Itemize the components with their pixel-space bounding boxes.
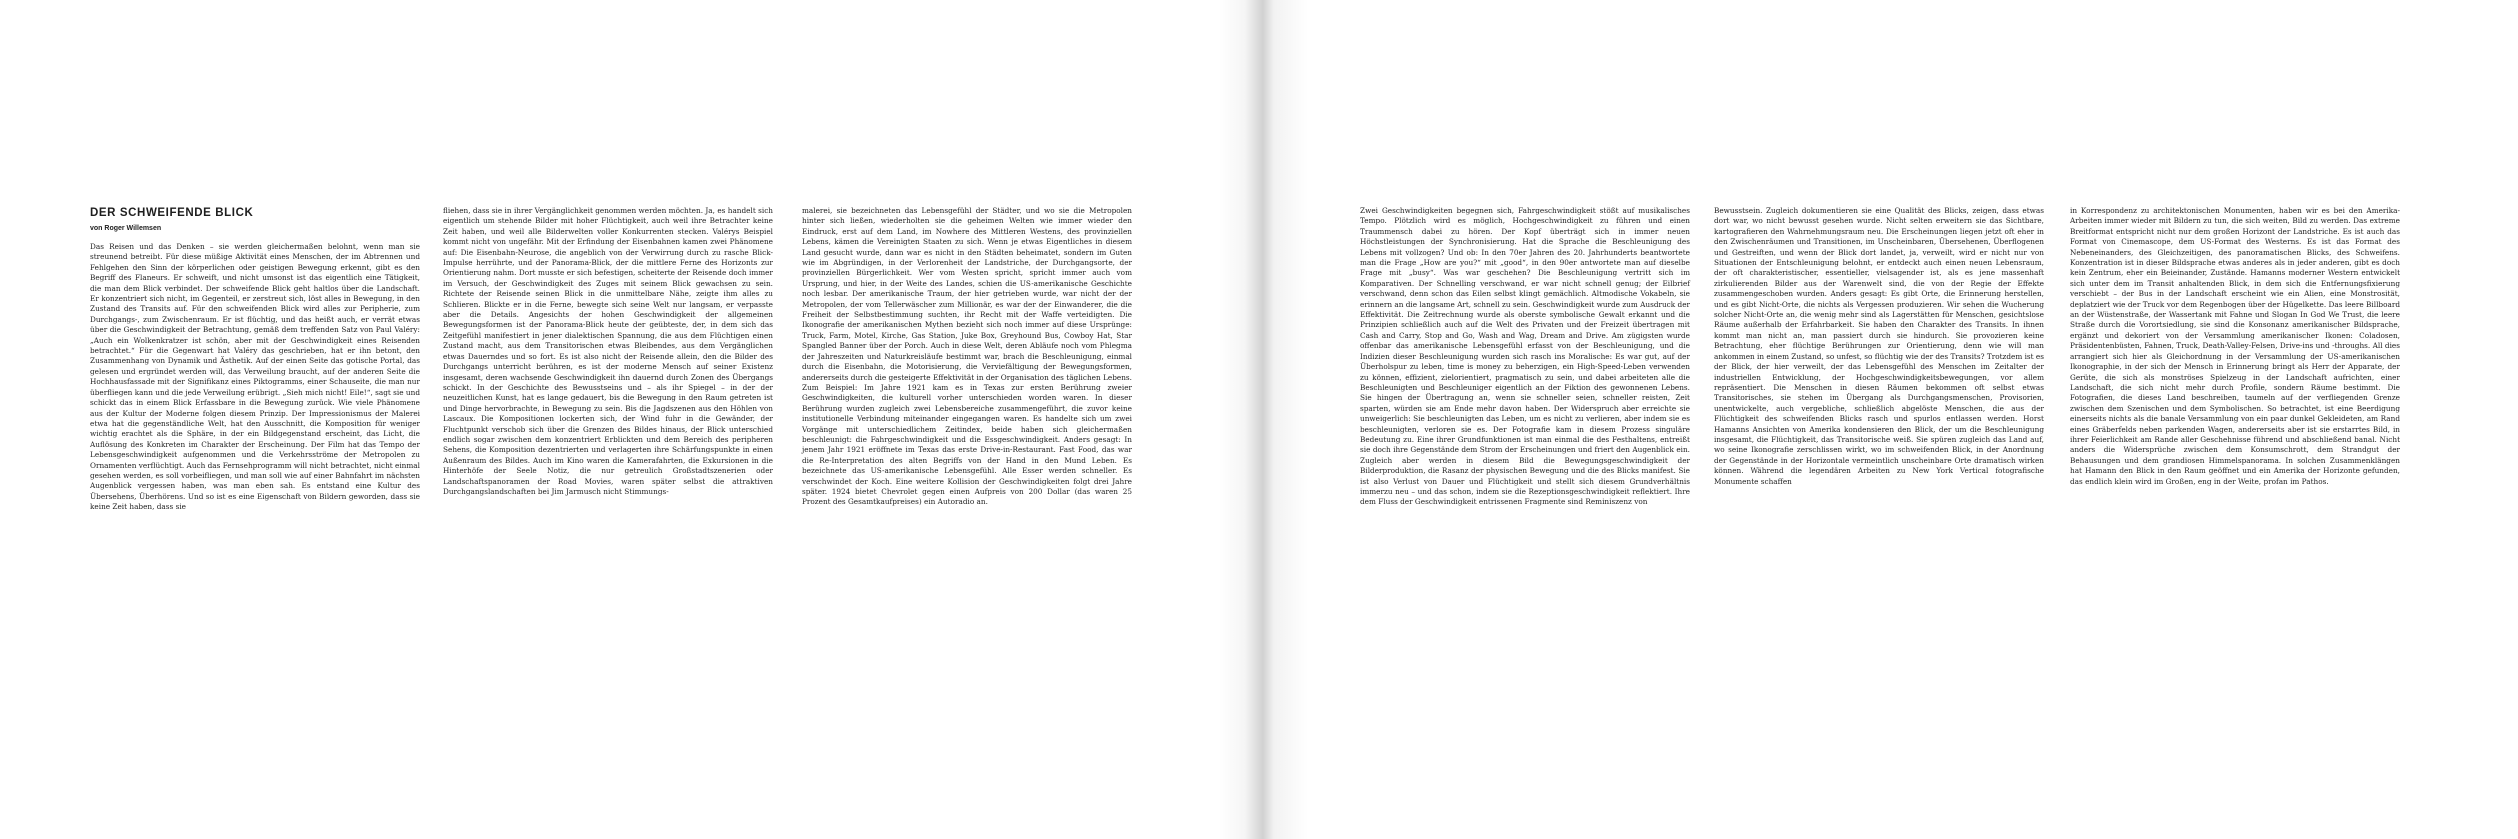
body-text-left-1: Das Reisen und das Denken – sie werden gleichermaßen belohnt, wenn man sie streunend betreibt. Für diese müßige Aktivität eines Menschen, der im Abtrennen und Fehlgehen den Sinn der körperlichen oder geistigen Bewegung erkennt, gibt es den Begriff des Flaneurs. Er schweift, und nicht umsonst ist das eigentlich eine Tätigkeit, die man dem Blick verbindet. Der schweifende Blick geht haltlos über die Landschaft. Er konzentriert sich nicht, im Gegenteil, er zerstreut sich, löst alles in Bewegung, in den Zustand des Transits auf. Für den schweifenden Blick wird alles zur Peripherie, zum Durchgangs-, zum Zwischenraum. Er ist flüchtig, und das heißt auch, er verrät etwas über die Geschwindigkeit der Betrachtung, gemäß dem treffenden Satz von Paul Valéry: „Auch ein Wolkenkratzer ist schön, aber mit der Geschwindigkeit eines Reisenden betrachtet.“ Für die Gegenwart hat Valéry das geschrieben, hat er ihn betont, den Zusammenhang von Dynamik und Ästhetik. Auf der einen Seite das gotische Portal, das gelesen und ergründet werden will, das Verweilung braucht, auf der anderen Seite die Hochhausfassade mit der Signifikanz eines Piktogramms, einer Schauseite, die man nur überfliegen kann und die jede Verweilung erübrigt. „Sieh mich nicht! Eile!“, sagt sie und schickt das in einem Blick Erfassbare in die Bewegung zurück. Wie viele Phänomene aus der Kultur der Moderne folgen diesem Prinzip. Der Impressionismus der Malerei etwa hat die gegenständliche Welt, hat den Ausschnitt, die Komposition für weniger wichtig erachtet als die Sphäre, in der ein Bildgegenstand erscheint, das Licht, die Auflösung des Konkreten im Charakter der Erscheinung. Der Film hat das Tempo der Lebensgeschwindigkeit aufgenommen und die Verkehrsströme der Metropolen zu Ornamenten verflüchtigt. Auch das Fernsehprogramm will nicht betrachtet, nicht einmal gesehen werden, es soll vorbeifliegen, und man soll wie auf einer Bahnfahrt im nächsten Augenblick vergessen haben, was man eben sah. Es entstand eine Kultur des Übersehens, Überhörens. Und so ist es eine Eigenschaft von Bildern geworden, dass sie keine Zeit haben, dass sie [90, 242, 420, 512]
book-gutter-shadow [1218, 0, 1308, 839]
column-right-1 [1360, 206, 1690, 508]
column-left-1 [90, 206, 420, 513]
column-left-3 [802, 206, 1132, 508]
body-text-left-3: malerei, sie bezeichneten das Lebensgefühl der Städter, und wo sie die Metropolen hinter sich ließen, wiederholten sie die geheimen Welten wie immer wieder den Eindruck, erst auf dem Land, im Nowhere des Mittleren Westens, des provinziellen Lebens, kämen die Vereinigten Staaten zu sich. Wenn je etwas Eigentliches in diesem Land gesucht wurde, dann war es nicht in den Städten beheimatet, sondern im Guten wie im Abgründigen, in der Verlorenheit der Landstriche, der Durchgangsorte, der provinziellen Bürgerlichkeit. Wer vom Westen spricht, spricht immer auch vom Ursprung, und hier, in der Weite des Landes, schien die US-amerikanische Geschichte noch lesbar. Der amerikanische Traum, der hier getrieben wurde, war nicht der der Metropolen, der vom Tellerwäscher zum Millionär, es war der der Einwanderer, die die Freiheit der Selbstbestimmung suchten, ihr Recht mit der Waffe verteidigten. Die Ikonografie der amerikanischen Mythen bezieht sich noch immer auf diese Ursprünge: Truck, Farm, Motel, Kirche, Gas Station, Juke Box, Greyhound Bus, Cowboy Hat, Star Spangled Banner über der Porch. Auch in diese Welt, deren Abläufe noch vom Phlegma der Jahreszeiten und Naturkreisläufe bestimmt war, brach die Beschleunigung, einmal durch die Eisenbahn, die Motorisierung, die Verviefältigung der Bewegungsformen, andererseits durch die gesteigerte Effektivität in der Organisation des täglichen Lebens. Zum Beispiel: Im Jahre 1921 kam es in Texas zur ersten Berührung zweier Geschwindigkeiten, die kulturell vorher unterschieden worden waren. In dieser Berührung wurden zugleich zwei Lebensbereiche zusammengeführt, die zuvor keine institutionelle Verbindung miteinander eingegangen waren. Es handelte sich um zwei Vorgänge mit unterschiedlichem Zeitindex, beide haben sich gleichermaßen beschleunigt: die Fahrgeschwindigkeit und die Essgeschwindigkeit. Anders gesagt: In jenem Jahr 1921 eröffnete im Texas das erste Drive-in-Restaurant. Fast Food, das war die Re-Interpretation des alten Begriffs von der Hand in den Mund Leben. Es bezeichnete das US-amerikanische Lebensgefühl. Alle Esser werden schneller. Es verschwindet der Koch. Eine weitere Kollision der Geschwindigkeiten folgt drei Jahre später. 1924 bietet Chevrolet gegen einen Aufpreis von 200 Dollar (das waren 25 Prozent des Gesamtkaufpreises) ein Autoradio an. [802, 206, 1132, 507]
article-title: DER SCHWEIFENDE BLICK [90, 207, 254, 219]
article-byline: von Roger Willemsen [90, 225, 162, 232]
body-text-left-2: fliehen, dass sie in ihrer Vergänglichkeit genommen werden möchten. Ja, es handelt sich eigentlich um stehende Bilder mit hoher Flüchtigkeit, auch weil ihre Betrachter keine Zeit haben, und weil alle Bilderwelten voller Konkurrenten stecken. Valérys Beispiel kommt nicht von ungefähr. Mit der Erfindung der Eisenbahnen kamen zwei Phänomene auf: Die Eisenbahn-Neurose, die angeblich von der Verwirrung durch zu rasche Blick-Impulse herrührte, und der Panorama-Blick, der die mittlere Ferne des Horizonts zur Orientierung nahm. Dort musste er sich befestigen, scheiterte der Reisende doch immer im Versuch, der Geschwindigkeit des Zuges mit seinem Blick gewachsen zu sein. Richtete der Reisende seinen Blick in die unmittelbare Nähe, zeigte ihm alles zu Schlieren. Blickte er in die Ferne, bewegte sich seine Welt nur langsam, er verpasste aber die Details. Angesichts der hohen Geschwindigkeit der allgemeinen Bewegungsformen ist der Panorama-Blick heute der geübteste, der, in dem sich das Zeitgefühl manifestiert in jener dialektischen Spannung, die aus dem Flüchtigen einen Zustand macht, aus dem Transitorischen etwas Bleibendes, aus dem Vergänglichen etwas Dauerndes und so fort. Es ist also nicht der Reisende allein, den die Bilder des Durchgangs unterricht berühren, es ist der moderne Mensch auf seiner Existenz insgesamt, deren wachsende Geschwindigkeit ihn dauernd durch Zonen des Übergangs schickt. In der Geschichte des Bewusstseins und – als ihr Spiegel – in der der neuzeitlichen Kunst, hat es lange gedauert, bis die Bewegung in den Raum getreten ist und Dinge hervorbrachte, in Bewegung zu sein. Bis die Jagdszenen aus den Höhlen von Lascaux. Die Kompositionen lockerten sich, der Wind fuhr in die Gewänder, der Fluchtpunkt verschob sich über die Grenzen des Bildes hinaus, der Blick unterschied endlich sogar zwischen dem konzentriert Erblickten und dem Bereich des peripheren Sehens, die Komposition dezentrierten und verlagerten ihre Schärfungspunkte in einen Außenraum des Bildes. Auch im Kino waren die Kamerafahrten, die Exkursionen in die Hinterhöfe der Seele Notiz, die nur getreulich Großstadtszenerien oder Landschaftspanoramen der Road Movies, waren später selbst die attraktiven Durchgangslandschaften bei Jim Jarmusch nicht Stimmungs- [443, 206, 773, 496]
body-text-right-2: Bewusstsein. Zugleich dokumentieren sie eine Qualität des Blicks, zeigen, dass etwas dort war, wo nicht bewusst gesehen wurde. Nicht selten erweitern sie das Sichtbare, kartografieren den Wahrnehmungsraum neu. Die Erscheinungen liegen jetzt oft eher in den Zwischenräumen und Transitionen, im Unscheinbaren, Übersehenen, Überflogenen und Gestreiften, und wenn der Blick dort landet, ja, verweilt, wird er nicht nur von Situationen der Entschleunigung belohnt, er entdeckt auch einen neuen Lebensraum, der oft charakteristischer, essentieller, vielsagender ist, als es jene massenhaft zirkulierenden Bilder aus der Warenwelt sind, die von der Regie der Effekte zusammengeschoben wurden. Anders gesagt: Es gibt Orte, die Erinnerung herstellen, und es gibt Nicht-Orte, die nichts als Vergessen produzieren. Wir sehen die Wucherung solcher Nicht-Orte an, die wenig mehr sind als Lagerstätten für Menschen, gesichtslose Räume außerhalb der Erfahrbarkeit. Sie haben den Charakter des Transits. In ihnen kommt man nicht an, man passiert durch sie hindurch. Sie provozieren keine Betrachtung, eher flüchtige Berührungen zur Orientierung, denn wie will man ankommen in einem Zustand, so unfest, so flüchtig wie der des Transits? Trotzdem ist es der Blick, der hier verweilt, der das Lebensgefühl des Menschen im Zeitalter der industriellen Entwicklung, der Hochgeschwindigkeitsbewegungen, vor allem repräsentiert. Die Menschen in diesen Räumen bekommen oft selbst etwas Transitorisches, sie stehen im Übergang als Durchgangsmenschen, Provisorien, unentwickelte, auch vergebliche, schließlich abgelöste Menschen, die aus der Flüchtigkeit des schweifenden Blicks rasch und spurlos entlassen werden. Horst Hamanns Ansichten von Amerika kondensieren den Blick, der um die Beschleunigung insgesamt, die Flüchtigkeit, das Transitorische weiß. Sie spüren zugleich das Land auf, wo seine Ikonografie zerschlissen wirkt, wo im schweifenden Blick, in der Anordnung der Gegenstände in der Horizontale vermeintlich unscheinbare Orte dramatisch wirken können. Während die legendären Arbeiten zu New York Vertical fotografische Monumente schaffen [1714, 206, 2044, 486]
body-text-right-3: in Korrespondenz zu architektonischen Monumenten, haben wir es bei den Amerika-Arbeiten immer wieder mit Bildern zu tun, die sich weiten, Bild zu werden. Das extreme Breitformat entspricht nicht nur dem großen Horizont der Landstriche. Es ist auch das Format von Cinemascope, dem US-Format des Westerns. Es ist das Format des Nebeneinanders, des Gleichzeitigen, des panoramatischen Blicks, des Schweifens. Konzentration ist in dieser Bildsprache etwas anderes als in jeder anderen, gibt es doch kein Zentrum, eher ein Beieinander, Zustände. Hamanns moderner Western entwickelt sich unter dem im Transit anhaltenden Blick, in dem sich die Entfernungsfixierung verschiebt – der Bus in der Landschaft erscheint wie ein Alien, eine Monstrosität, deplatziert wie der Truck vor dem Regenbogen über der Hügelkette. Das leere Billboard an der Wüstenstraße, der Wassertank mit Fahne und Slogan In God We Trust, die leere Straße durch die Vorortsiedlung, sie sind die Konsonanz amerikanischer Bildsprache, ergänzt und dekoriert von der Versammlung amerikanischer Ikonen: Coladosen, Präsidentenbüsten, Fahnen, Truck, Death-Valley-Felsen, Drive-ins und -throughs. All dies arrangiert sich hier als Gleichordnung in der Versammlung der US-amerikanischen Ikonographie, in der sich der Mensch in Erinnerung bringt als Herr der Apparate, der Gerüte, die sich als monströses Spielzeug in der Landschaft aufrichten, einer Landschaft, die sich nicht mehr durch Profile, sondern Räume bestimmt. Die Fotografien, die dieses Land beschreiben, taumeln auf der verfliegenden Grenze zwischen dem Szenischen und dem Symbolischen. So betrachtet, ist eine Beerdigung einerseits nichts als die banale Versammlung von ein paar dunkel Gekleideten, am Rand eines Gräberfelds neben parkenden Wagen, andererseits aber ist sie erstarrtes Bild, in ihrer Feierlichkeit am Rande aller Geschehnisse führend und abschließend banal. Nicht anders die Widersprüche zwischen dem Konsumschrott, dem Strandgut der Behausungen und dem grandiosen Himmelspanorama. In solchen Zusammenklängen hat Hamann den Blick in den Raum geöffnet und ein Amerika der Horizonte gefunden, das endlich klein wird im Großen, eng in der Weite, profan im Pathos. [2070, 206, 2400, 486]
column-right-3 [2070, 206, 2400, 487]
right-page [1259, 0, 2518, 839]
body-text-right-1: Zwei Geschwindigkeiten begegnen sich, Fahrgeschwindigkeit stößt auf musikalisches Tempo. Plötzlich wird es möglich, Hochgeschwindigkeit zu führen und einen Traummensch dabei zu hören. Der Kopf überträgt sich in immer neuen Höchstleistungen der Synchronisierung. Hat die Sprache die Beschleunigung des Lebens mit vollzogen? Und ob: In den 70er Jahren des 20. Jahrhunderts beantwortete man die Frage „How are you?“ mit „good“, in den 90er antwortete man auf dieselbe Frage mit „busy“. Was war geschehen? Die Beschleunigung vertritt sich im Komparativen. Der Schnelling verschwand, er war nicht schnell genug; der Eilbrief verschwand, denn schon das Eilen selbst klingt gemächlich. Altmodische Vokabeln, sie erinnern an die langsame Art, schnell zu sein. Geschwindigkeit wurde zum Ausdruck der Effektivität. Die Zeitrechnung wurde als oberste symbolische Gewalt erkannt und die Prinzipien schließlich auch auf die Welt des Privaten und der Freizeit übertragen mit Cash and Carry, Stop and Go, Wash and Wag, Dream and Drive. Am zügigsten wurde offenbar das amerikanische Lebensgefühl erfasst von der Beschleunigung, und die Indizien dieser Beschleunigung wurden sich rasch ins Moralische: Es war gut, auf der Überholspur zu leben, time is money zu beherzigen, ein High-Speed-Leben verwenden zu können, effizient, zielorientiert, pragmatisch zu sein, und dabei arbeiteten alle die Beschleunigten und Beschleuniger eigentlich an der Fiktion des gewonnenen Lebens. Sie hingen der Übertragung an, wenn sie schneller seien, schneller reisten, Zeit sparten, würden sie am Ende mehr davon haben. Der Widerspruch aber erreichte sie unweigerlich: Sie beschleunigten das Leben, um es nicht zu verlieren, aber indem sie es beschleunigten, verloren sie es. Der Fotografie kam in diesem Prozess singuläre Bedeutung zu. Eine ihrer Grundfunktionen ist man einmal die des Festhaltens, entreißt sie doch ihre Gegenstände dem Strom der Erscheinungen und friert den Augenblick ein. Zugleich aber werden in diesem Bild die Bewegungsgeschwindigkeit der Bilderproduktion, die Rasanz der physischen Bewegung und die des Blicks manifest. Sie ist also Verlust von Dauer und Flüchtigkeit und stellt sich diesem Grundverhältnis immerzu neu – und das schon, indem sie die Rezeptionsgeschwindigkeit reflektiert. Ihre dem Fluss der Geschwindigkeit entrissenen Fragmente sind Reminiszenz von [1360, 206, 1690, 507]
column-right-2 [1714, 206, 2044, 487]
column-left-2 [443, 206, 773, 497]
